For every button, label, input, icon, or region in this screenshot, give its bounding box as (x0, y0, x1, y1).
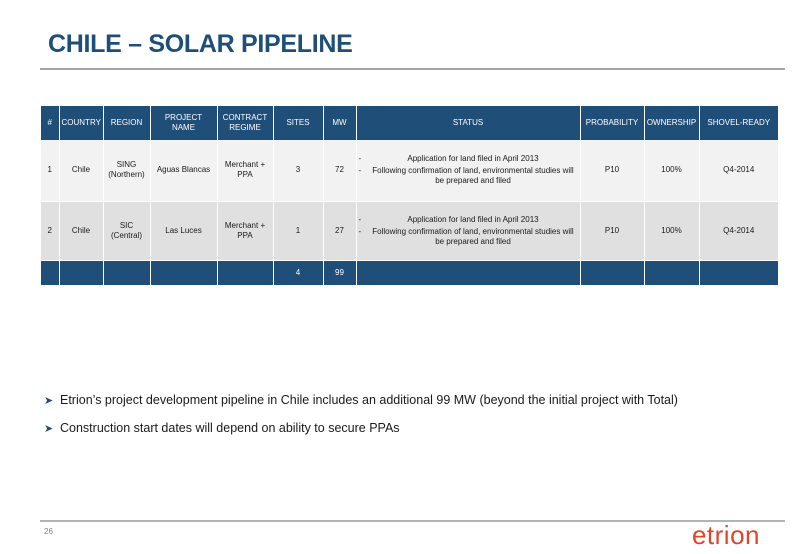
title-divider (40, 68, 785, 70)
contract-line-2: PPA (237, 230, 253, 240)
region-qualifier: (Northern) (108, 170, 145, 180)
cell-country: Chile (59, 140, 103, 201)
cell-mw: 72 (323, 140, 356, 201)
page-number: 26 (44, 527, 53, 536)
cell-empty (644, 260, 699, 285)
cell-region (103, 140, 150, 201)
header-shovel-ready: SHOVEL-READY (699, 106, 778, 140)
pipeline-table (41, 106, 778, 286)
status-item: - Application for land filed in April 2013 (359, 154, 578, 164)
cell-status (356, 140, 580, 201)
header-probability: PROBABILITY (580, 106, 644, 140)
header-contract-regime: CONTRACT REGIME (217, 106, 273, 140)
bullet-text: Etrion’s project development pipeline in Chile includes an additional 99 MW (beyond the initial project with Total) (60, 393, 678, 407)
cell-ownership: 100% (644, 140, 699, 201)
cell-empty (356, 260, 580, 285)
header-num: # (41, 106, 59, 140)
cell-probability: P10 (580, 140, 644, 201)
arrow-bullet-icon: ➤ (44, 422, 54, 435)
cell-region (103, 201, 150, 260)
header-region: REGION (103, 106, 150, 140)
status-item: - Following confirmation of land, environmental studies will be prepared and filed (359, 166, 578, 186)
cell-contract-regime (217, 201, 273, 260)
contract-line-1: Merchant + (224, 160, 266, 170)
cell-empty (41, 260, 59, 285)
cell-probability: P10 (580, 201, 644, 260)
contract-line-1: Merchant + (224, 220, 266, 230)
footer-divider (40, 520, 785, 522)
header-project-name: PROJECT NAME (150, 106, 217, 140)
cell-empty (217, 260, 273, 285)
status-list (359, 215, 578, 247)
table-row (41, 140, 778, 201)
cell-project-name: Aguas Blancas (150, 140, 217, 201)
header-status: STATUS (356, 106, 580, 140)
cell-num: 2 (41, 201, 59, 260)
total-sites: 4 (273, 260, 323, 285)
cell-empty (150, 260, 217, 285)
region-name: SIC (119, 220, 134, 230)
status-list (359, 154, 578, 186)
etrion-logo: etrion (691, 520, 760, 550)
cell-project-name: Las Luces (150, 201, 217, 260)
cell-shovel-ready: Q4-2014 (699, 201, 778, 260)
bullet-item (44, 420, 678, 436)
header-country: COUNTRY (59, 106, 103, 140)
header-mw: MW (323, 106, 356, 140)
cell-country: Chile (59, 201, 103, 260)
cell-num: 1 (41, 140, 59, 201)
cell-shovel-ready: Q4-2014 (699, 140, 778, 201)
header-sites: SITES (273, 106, 323, 140)
totals-row (41, 260, 778, 285)
status-item: - Application for land filed in April 2013 (359, 215, 578, 225)
bullet-item (44, 392, 678, 408)
cell-sites: 3 (273, 140, 323, 201)
cell-status (356, 201, 580, 260)
cell-empty (580, 260, 644, 285)
table-row (41, 201, 778, 260)
arrow-bullet-icon: ➤ (44, 394, 54, 407)
header-ownership: OWNERSHIP (644, 106, 699, 140)
bullet-list (44, 392, 678, 448)
cell-sites: 1 (273, 201, 323, 260)
table-header-row (41, 106, 778, 140)
cell-empty (103, 260, 150, 285)
region-name: SING (116, 160, 137, 170)
region-qualifier: (Central) (110, 230, 143, 240)
status-item: - Following confirmation of land, environmental studies will be prepared and filed (359, 227, 578, 247)
cell-mw: 27 (323, 201, 356, 260)
page-title: CHILE – SOLAR PIPELINE (48, 30, 353, 58)
cell-empty (59, 260, 103, 285)
cell-contract-regime (217, 140, 273, 201)
cell-ownership: 100% (644, 201, 699, 260)
total-mw: 99 (323, 260, 356, 285)
bullet-text: Construction start dates will depend on ability to secure PPAs (60, 421, 400, 435)
cell-empty (699, 260, 778, 285)
contract-line-2: PPA (237, 170, 253, 180)
